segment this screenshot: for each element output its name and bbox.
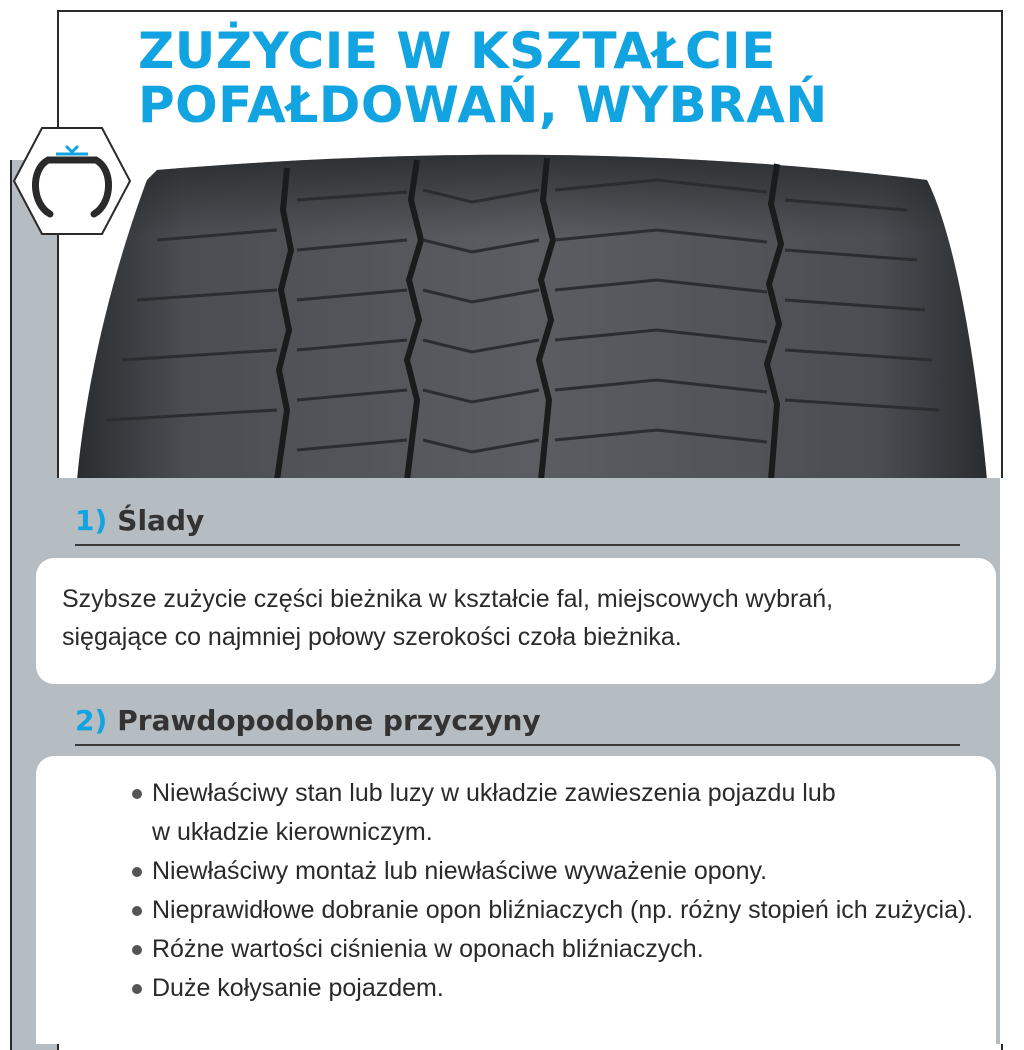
page-title (138, 24, 828, 132)
section-number: 2) (75, 704, 108, 737)
list-item: Duże kołysanie pojazdem. (132, 969, 996, 1008)
causes-list (132, 774, 996, 1008)
list-item (132, 774, 996, 852)
section-number: 1) (75, 504, 108, 537)
title-line-2: POFAŁDOWAŃ, WYBRAŃ (138, 76, 828, 134)
section-heading-text: Ślady (117, 504, 205, 537)
tire-tread-photo (77, 140, 987, 480)
section-heading-text: Prawdopodobne przyczyny (117, 704, 541, 737)
section-heading-traces (75, 498, 960, 546)
list-item: Nieprawidłowe dobranie opon bliźniaczych (np. różny stopień ich zużycia). (132, 891, 996, 930)
section-heading-causes (75, 698, 960, 746)
list-item: Różne wartości ciśnienia w oponach bliźniaczych. (132, 930, 996, 969)
list-item-continuation: w układzie kierowniczym. (152, 818, 433, 846)
traces-text-line-1: Szybsze zużycie części bieżnika w kształcie fal, miejscowych wybrań, (62, 585, 834, 613)
list-item-text: Niewłaściwy stan lub luzy w układzie zawieszenia pojazdu lub (152, 779, 836, 807)
traces-text-line-2: sięgające co najmniej połowy szerokości czoła bieżnika. (62, 623, 682, 651)
right-margin-strip (1000, 478, 1024, 1044)
tire-profile-icon (12, 126, 132, 236)
title-line-1: ZUŻYCIE W KSZTAŁCIE (138, 22, 776, 80)
traces-textbox (36, 558, 996, 684)
causes-textbox (36, 756, 996, 1044)
list-item: Niewłaściwy montaż lub niewłaściwe wyważenie opony. (132, 852, 996, 891)
